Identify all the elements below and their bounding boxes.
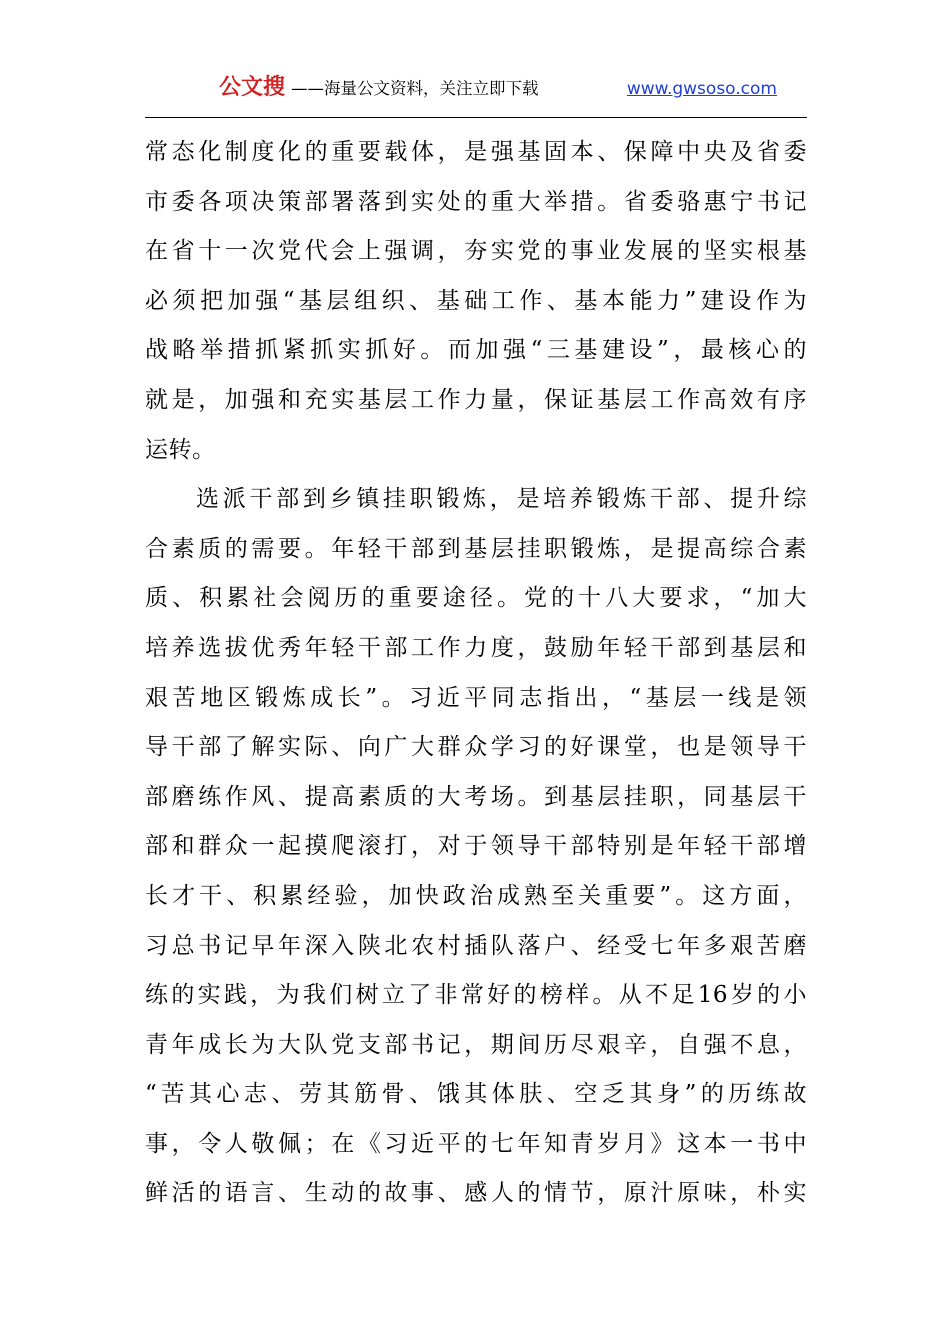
text-line: 运转。 — [145, 436, 216, 463]
header-divider — [145, 117, 807, 118]
website-link[interactable]: www.gwsoso.com — [626, 79, 777, 99]
text-line: 在省十一次党代会上强调，夯实党的事业发展的坚实根基 — [145, 238, 807, 265]
text-line: 练的实践，为我们树立了非常好的榜样。从不足16岁的小 — [145, 982, 807, 1009]
text-line: 事，令人敬佩；在《习近平的七年知青岁月》这本一书中 — [145, 1130, 807, 1157]
document-body — [145, 128, 807, 1219]
text-line: 战略举措抓紧抓实抓好。而加强“三基建设”，最核心的 — [145, 337, 807, 364]
text-line: 部磨练作风、提高素质的大考场。到基层挂职，同基层干 — [145, 783, 807, 810]
page-header — [145, 70, 807, 106]
text-line: 鲜活的语言、生动的故事、感人的情节，原汁原味，朴实 — [145, 1180, 807, 1207]
text-line: 必须把加强“基层组织、基础工作、基本能力”建设作为 — [145, 287, 807, 314]
text-line: “苦其心志、劳其筋骨、饿其体肤、空乏其身”的历练故 — [145, 1081, 807, 1108]
paragraph-first-line: 选派干部到乡镇挂职锻炼，是培养锻炼干部、提升综 — [196, 486, 807, 513]
text-line: 长才干、积累经验，加快政治成熟至关重要”。这方面， — [145, 882, 807, 909]
text-line: 青年成长为大队党支部书记，期间历尽艰辛，自强不息， — [145, 1031, 807, 1058]
text-line: 导干部了解实际、向广大群众学习的好课堂，也是领导干 — [145, 734, 807, 761]
text-line: 合素质的需要。年轻干部到基层挂职锻炼，是提高综合素 — [145, 535, 807, 562]
brand-logo-text: 公文搜 — [219, 75, 286, 100]
text-line: 培养选拔优秀年轻干部工作力度，鼓励年轻干部到基层和 — [145, 634, 807, 661]
text-line: 部和群众一起摸爬滚打，对于领导干部特别是年轻干部增 — [145, 833, 807, 860]
text-line: 常态化制度化的重要载体，是强基固本、保障中央及省委 — [145, 139, 807, 165]
text-line: 艰苦地区锻炼成长”。习近平同志指出，“基层一线是领 — [145, 684, 807, 711]
text-line: 习总书记早年深入陕北农村插队落户、经受七年多艰苦磨 — [145, 932, 807, 959]
text-line: 市委各项决策部署落到实处的重大举措。省委骆惠宁书记 — [145, 188, 807, 215]
text-line: 质、积累社会阅历的重要途径。党的十八大要求，“加大 — [145, 585, 807, 612]
text-line: 就是，加强和充实基层工作力量，保证基层工作高效有序 — [145, 386, 807, 413]
header-slogan: ——海量公文资料，关注立即下载 — [291, 79, 539, 98]
